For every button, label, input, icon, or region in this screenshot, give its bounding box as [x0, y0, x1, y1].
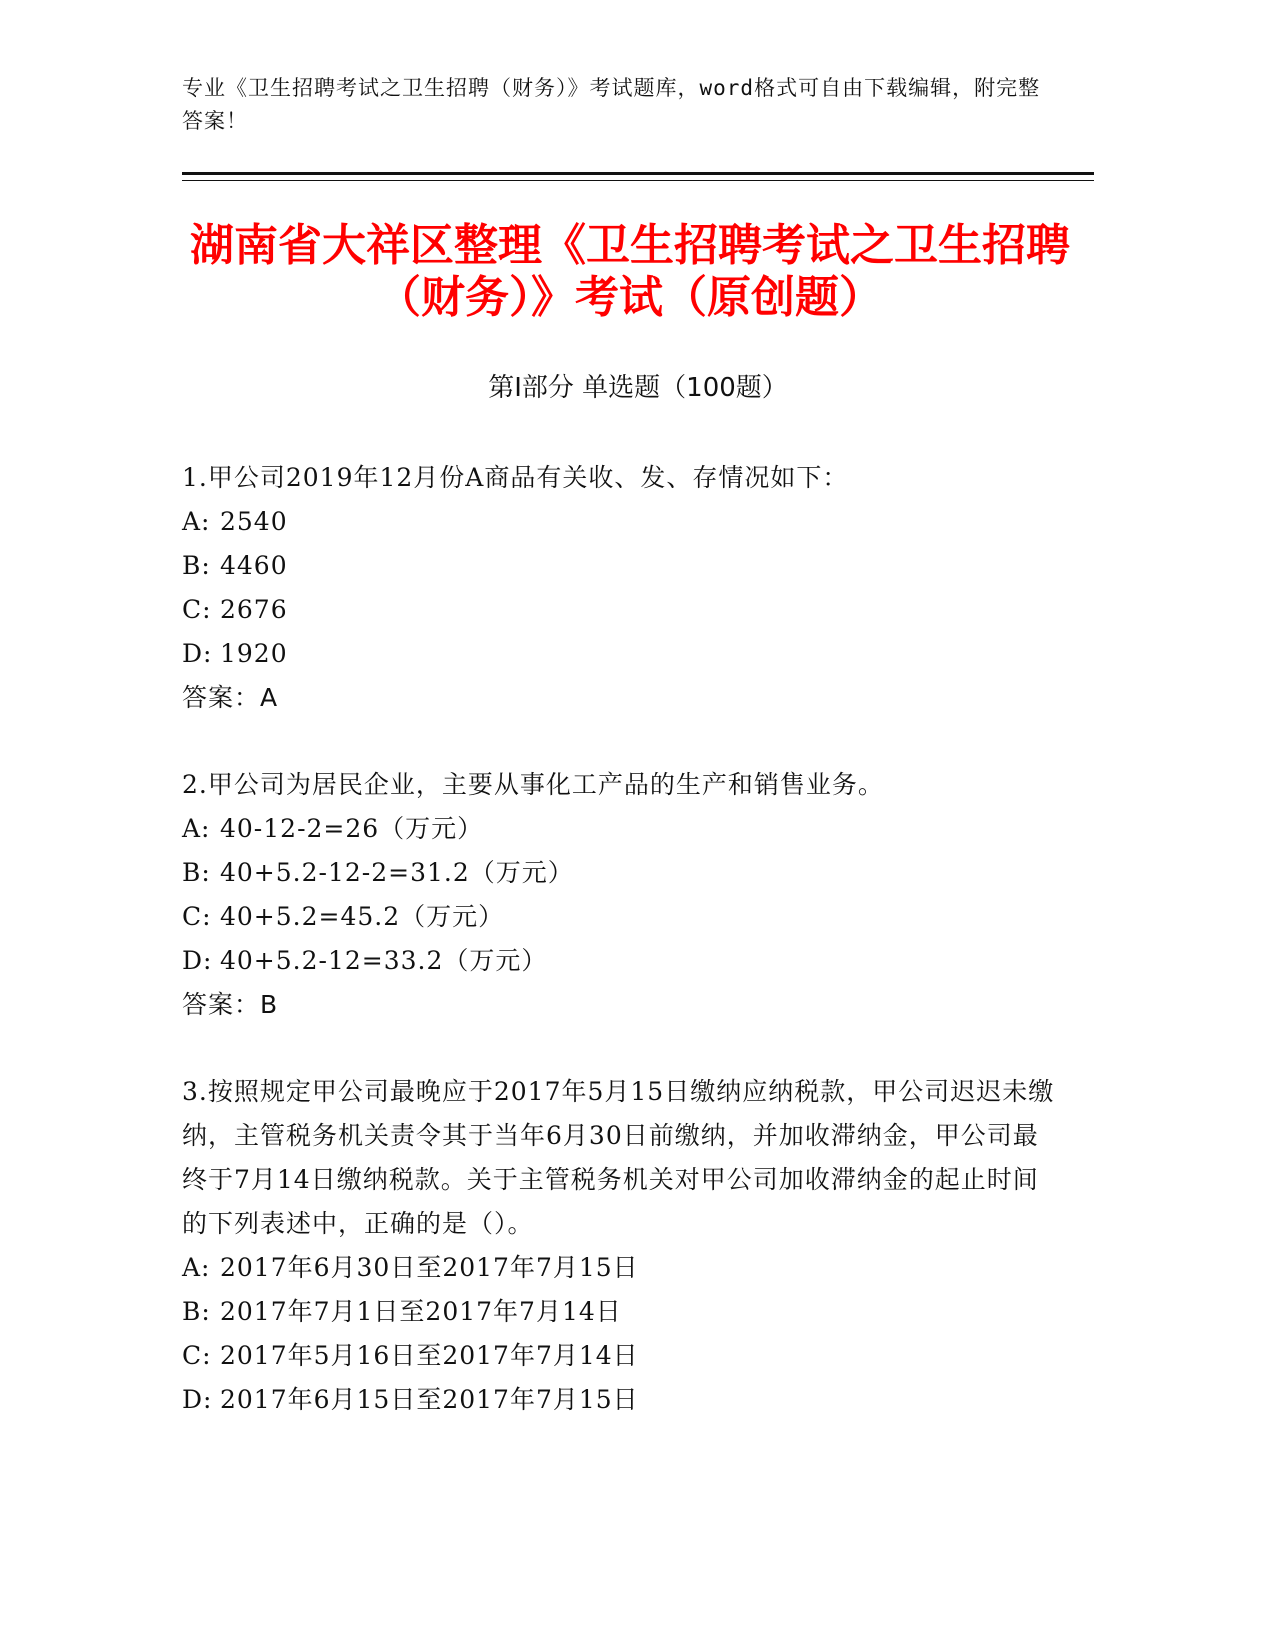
option-a [182, 500, 1062, 544]
question-2 [182, 763, 1062, 1027]
option-text: 1920 [220, 639, 288, 668]
option-label: B: [182, 551, 211, 580]
option-label: D: [182, 1385, 213, 1414]
question-1 [182, 456, 1062, 720]
option-text: 2017年7月1日至2017年7月14日 [220, 1297, 622, 1326]
option-label: D: [182, 639, 213, 668]
option-label: C: [182, 902, 212, 931]
option-a [182, 1246, 1062, 1290]
option-label: C: [182, 595, 212, 624]
option-a [182, 807, 1062, 851]
option-text: 2017年6月15日至2017年7月15日 [220, 1385, 639, 1414]
option-text: 40+5.2=45.2（万元） [220, 902, 505, 931]
option-label: A: [182, 507, 211, 536]
question-list [182, 456, 1062, 1465]
option-c [182, 588, 1062, 632]
option-text: 2017年6月30日至2017年7月15日 [220, 1253, 639, 1282]
header-rule-thick [182, 172, 1094, 175]
header-note: 专业《卫生招聘考试之卫生招聘（财务）》考试题库，word格式可自由下载编辑，附完整答案！ [182, 76, 1041, 133]
section-title: 第Ⅰ部分 单选题（100题） [488, 373, 788, 403]
option-b [182, 1290, 1062, 1334]
header-rule-thin [182, 180, 1094, 181]
option-text: 2676 [220, 595, 288, 624]
option-d [182, 1378, 1062, 1422]
option-label: D: [182, 946, 213, 975]
option-label: B: [182, 1297, 211, 1326]
option-b [182, 851, 1062, 895]
question-3 [182, 1070, 1062, 1422]
document-title: 湖南省大祥区整理《卫生招聘考试之卫生招聘（财务）》考试（原创题） [190, 220, 1070, 323]
option-label: A: [182, 1253, 211, 1282]
option-label: C: [182, 1341, 212, 1370]
option-label: A: [182, 814, 211, 843]
option-d [182, 632, 1062, 676]
option-b [182, 544, 1062, 588]
question-stem: 3.按照规定甲公司最晚应于2017年5月15日缴纳应纳税款，甲公司迟迟未缴纳，主管税务机关责令其于当年6月30日前缴纳，并加收滞纳金，甲公司最终于7月14日缴纳税款。关于主管税务机关对甲公司加收滞纳金的起止时间的下列表述中，正确的是（）。 [182, 1077, 1055, 1238]
option-label: B: [182, 858, 211, 887]
option-c [182, 895, 1062, 939]
question-stem: 2.甲公司为居民企业，主要从事化工产品的生产和销售业务。 [182, 770, 884, 799]
option-text: 40+5.2-12=33.2（万元） [220, 946, 548, 975]
option-d [182, 939, 1062, 983]
option-text: 2017年5月16日至2017年7月14日 [220, 1341, 639, 1370]
option-text: 40-12-2=26（万元） [220, 814, 484, 843]
option-c [182, 1334, 1062, 1378]
option-text: 2540 [220, 507, 288, 536]
option-text: 40+5.2-12-2=31.2（万元） [220, 858, 574, 887]
option-text: 4460 [220, 551, 288, 580]
answer-line: 答案：A [182, 683, 279, 712]
answer-line: 答案：B [182, 990, 279, 1019]
question-stem: 1.甲公司2019年12月份A商品有关收、发、存情况如下： [182, 463, 849, 492]
